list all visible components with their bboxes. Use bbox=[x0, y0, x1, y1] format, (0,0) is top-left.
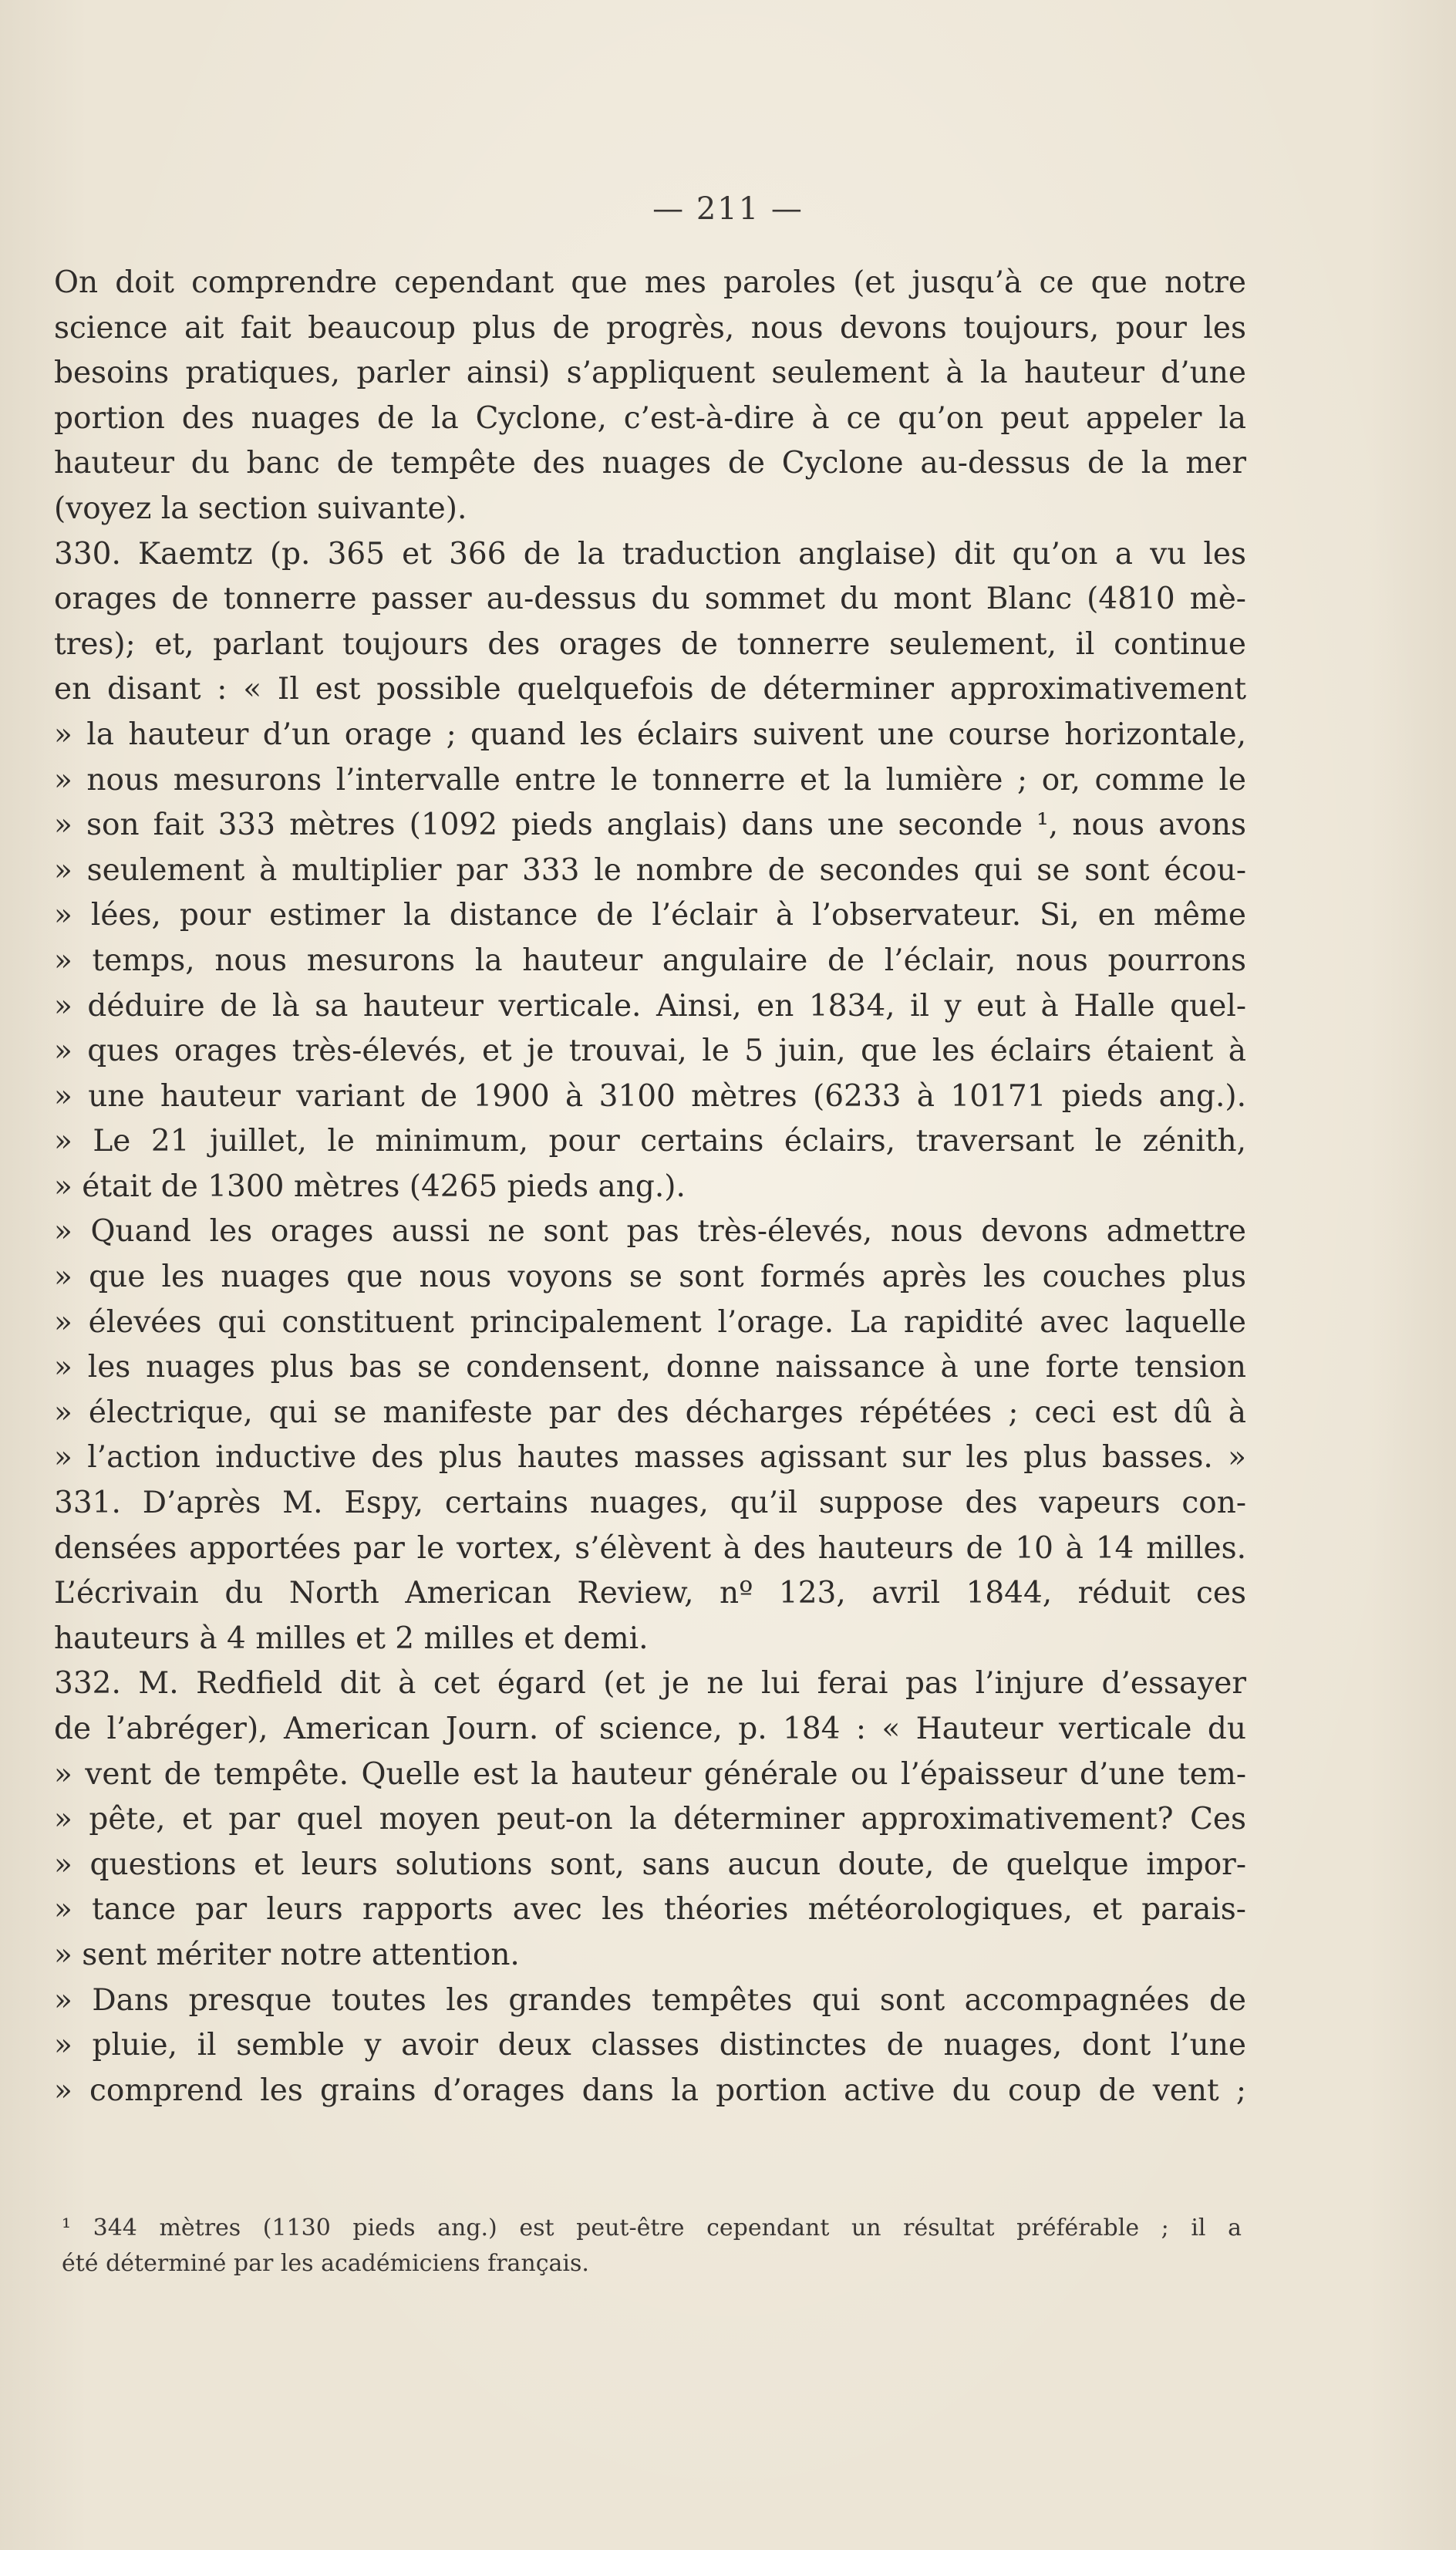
text-line: » élevées qui constituent principalement l’orage. La rapidité avec laquelle bbox=[54, 1304, 1246, 1340]
text-line: » était de 1300 mètres (4265 pieds ang.). bbox=[54, 1169, 686, 1204]
text-line: » Le 21 juillet, le minimum, pour certains éclairs, traversant le zénith, bbox=[54, 1124, 1246, 1159]
text-line: » son fait 333 mètres (1092 pieds anglais) dans une seconde ¹, nous avons bbox=[54, 808, 1246, 843]
page-number: — 211 — bbox=[652, 191, 804, 227]
body-text bbox=[54, 261, 1246, 2113]
text-line: 330. Kaemtz (p. 365 et 366 de la traduction anglaise) dit qu’on a vu les bbox=[54, 536, 1246, 572]
text-line: » pête, et par quel moyen peut-on la déterminer approximativement? Ces bbox=[54, 1802, 1246, 1837]
text-line: » ques orages très-élevés, et je trouvai, le 5 juin, que les éclairs étaient à bbox=[54, 1034, 1246, 1069]
text-line: hauteurs à 4 milles et 2 milles et demi. bbox=[54, 1621, 649, 1656]
text-line: » la hauteur d’un orage ; quand les éclairs suivent une course horizontale, bbox=[54, 717, 1246, 752]
text-line: » déduire de là sa hauteur verticale. Ainsi, en 1834, il y eut à Halle quel- bbox=[54, 988, 1246, 1024]
text-line: » Quand les orages aussi ne sont pas très-élevés, nous devons admettre bbox=[54, 1214, 1246, 1250]
footnote-line: été déterminé par les académiciens français. bbox=[62, 2250, 589, 2277]
text-line: » comprend les grains d’orages dans la portion active du coup de vent ; bbox=[54, 2073, 1246, 2108]
text-line: » sent mériter notre attention. bbox=[54, 1937, 520, 1972]
text-line: » les nuages plus bas se condensent, donne naissance à une forte tension bbox=[54, 1350, 1246, 1385]
text-line: » temps, nous mesurons la hauteur angulaire de l’éclair, nous pourrons bbox=[54, 943, 1246, 978]
text-line: » Dans presque toutes les grandes tempêtes qui sont accompagnées de bbox=[54, 1982, 1246, 2018]
text-line: » une hauteur variant de 1900 à 3100 mètres (6233 à 10171 pieds ang.). bbox=[54, 1078, 1246, 1114]
footnotes bbox=[62, 2211, 1242, 2282]
text-line: » tance par leurs rapports avec les théories météorologiques, et parais- bbox=[54, 1892, 1246, 1928]
text-line: tres); et, parlant toujours des orages de tonnerre seulement, il continue bbox=[54, 626, 1246, 662]
text-line: » lées, pour estimer la distance de l’éclair à l’observateur. Si, en même bbox=[54, 898, 1246, 933]
text-line: » que les nuages que nous voyons se sont formés après les couches plus bbox=[54, 1260, 1246, 1295]
text-line: 331. D’après M. Espy, certains nuages, qu’il suppose des vapeurs con- bbox=[54, 1486, 1246, 1521]
footnote-line: ¹ 344 mètres (1130 pieds ang.) est peut-être cependant un résultat préférable ; il a bbox=[62, 2214, 1242, 2241]
text-line: portion des nuages de la Cyclone, c’est-à-dire à ce qu’on peut appeler la bbox=[54, 400, 1246, 436]
text-line: » seulement à multiplier par 333 le nombre de secondes qui se sont écou- bbox=[54, 852, 1246, 888]
text-line: (voyez la section suivante). bbox=[54, 491, 467, 526]
text-line: 332. M. Redfield dit à cet égard (et je ne lui ferai pas l’injure d’essayer bbox=[54, 1666, 1246, 1702]
text-line: On doit comprendre cependant que mes paroles (et jusqu’à ce que notre bbox=[54, 265, 1246, 300]
text-line: » électrique, qui se manifeste par des décharges répétées ; ceci est dû à bbox=[54, 1395, 1246, 1430]
text-line: » questions et leurs solutions sont, sans aucun doute, de quelque impor- bbox=[54, 1847, 1246, 1882]
text-line: » vent de tempête. Quelle est la hauteur générale ou l’épaisseur d’une tem- bbox=[54, 1756, 1246, 1792]
text-line: besoins pratiques, parler ainsi) s’appliquent seulement à la hauteur d’une bbox=[54, 356, 1246, 391]
text-line: orages de tonnerre passer au-dessus du sommet du mont Blanc (4810 mè- bbox=[54, 582, 1246, 617]
text-line: » l’action inductive des plus hautes masses agissant sur les plus basses. » bbox=[54, 1440, 1246, 1476]
text-line: science ait fait beaucoup plus de progrès, nous devons toujours, pour les bbox=[54, 310, 1246, 346]
text-line: » pluie, il semble y avoir deux classes distinctes de nuages, dont l’une bbox=[54, 2028, 1246, 2063]
text-line: » nous mesurons l’intervalle entre le tonnerre et la lumière ; or, comme le bbox=[54, 762, 1246, 798]
text-line: hauteur du banc de tempête des nuages de Cyclone au-dessus de la mer bbox=[54, 446, 1246, 481]
text-line: densées apportées par le vortex, s’élèvent à des hauteurs de 10 à 14 milles. bbox=[54, 1530, 1246, 1566]
text-line: en disant : « Il est possible quelquefois de déterminer approximativement bbox=[54, 672, 1246, 707]
text-line: L’écrivain du North American Review, nº 123, avril 1844, réduit ces bbox=[54, 1576, 1246, 1611]
text-line: de l’abréger), American Journ. of science, p. 184 : « Hauteur verticale du bbox=[54, 1712, 1246, 1746]
